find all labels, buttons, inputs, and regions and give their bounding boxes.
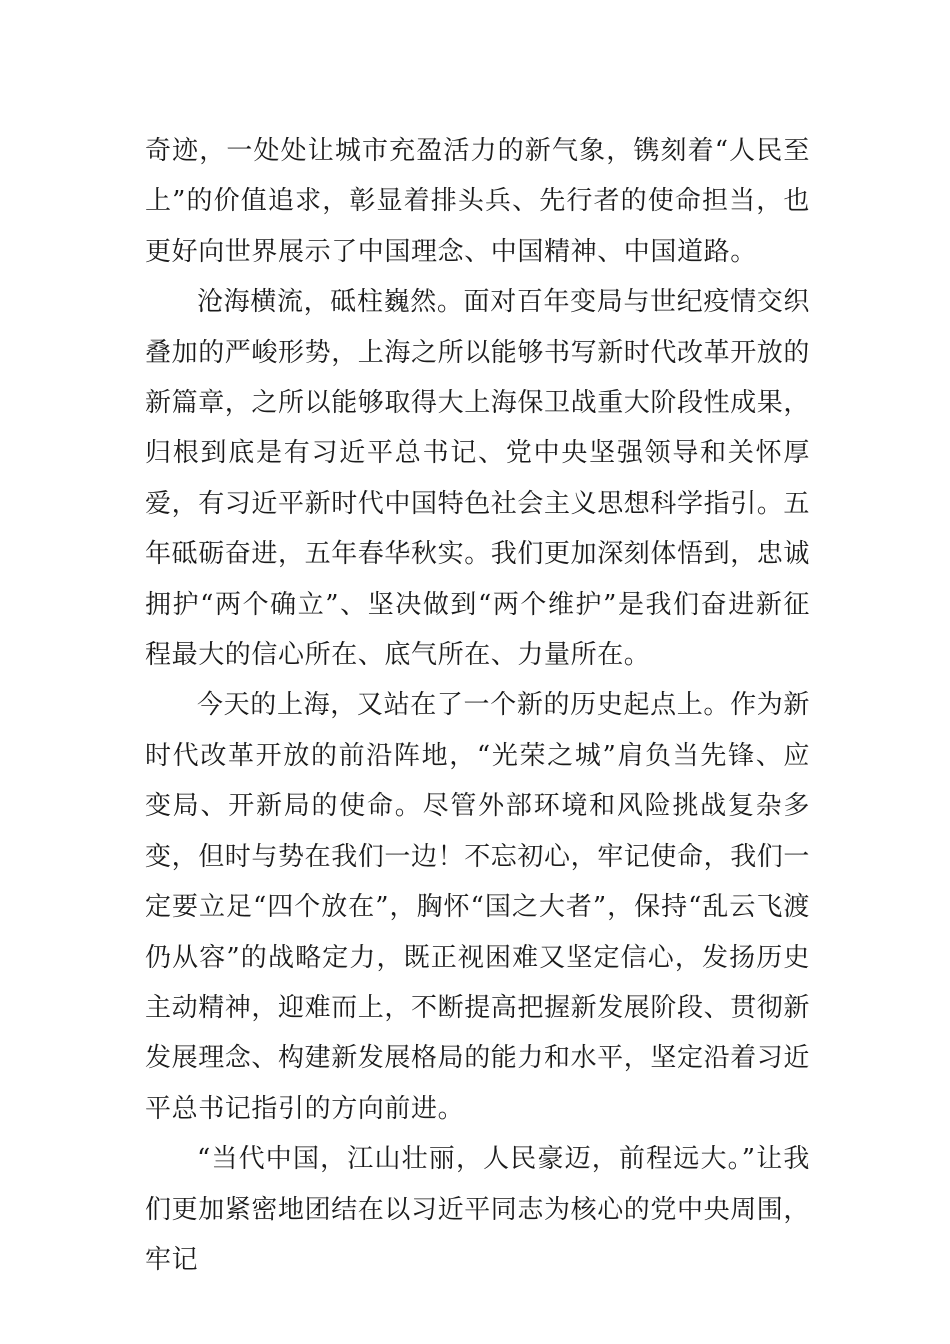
- paragraph: “当代中国，江山壮丽，人民豪迈，前程远大。”让我们更加紧密地团结在以习近平同志为核心的党中央周围，牢记: [145, 1144, 811, 1275]
- paragraph: 今天的上海，又站在了一个新的历史起点上。作为新时代改革开放的前沿阵地，“光荣之城”肩负当先锋、应变局、开新局的使命。尽管外部环境和风险挑战复杂多变，但时与势在我们一边！不忘初心，牢记使命，我们一定要立足“四个放在”，胸怀“国之大者”，保持“乱云飞渡仍从容”的战略定力，既正视困难又坚定信心，发扬历史主动精神，迎难而上，不断提高把握新发展阶段、贯彻新发展理念、构建新发展格局的能力和水平，坚定沿着习近平总书记指引的方向前进。: [145, 690, 811, 1124]
- paragraph: 沧海横流，砥柱巍然。面对百年变局与世纪疫情交织叠加的严峻形势，上海之所以能够书写新时代改革开放的新篇章，之所以能够取得大上海保卫战重大阶段性成果，归根到底是有习近平总书记、党中央坚强领导和关怀厚爱，有习近平新时代中国特色社会主义思想科学指引。五年砥砺奋进，五年春华秋实。我们更加深刻体悟到，忠诚拥护“两个确立”、坚决做到“两个维护”是我们奋进新征程最大的信心所在、底气所在、力量所在。: [145, 287, 811, 671]
- paragraph-continuation: 奇迹，一处处让城市充盈活力的新气象，镌刻着“人民至上”的价值追求，彰显着排头兵、先行者的使命担当，也更好向世界展示了中国理念、中国精神、中国道路。: [145, 136, 810, 267]
- article-body: [145, 126, 810, 1285]
